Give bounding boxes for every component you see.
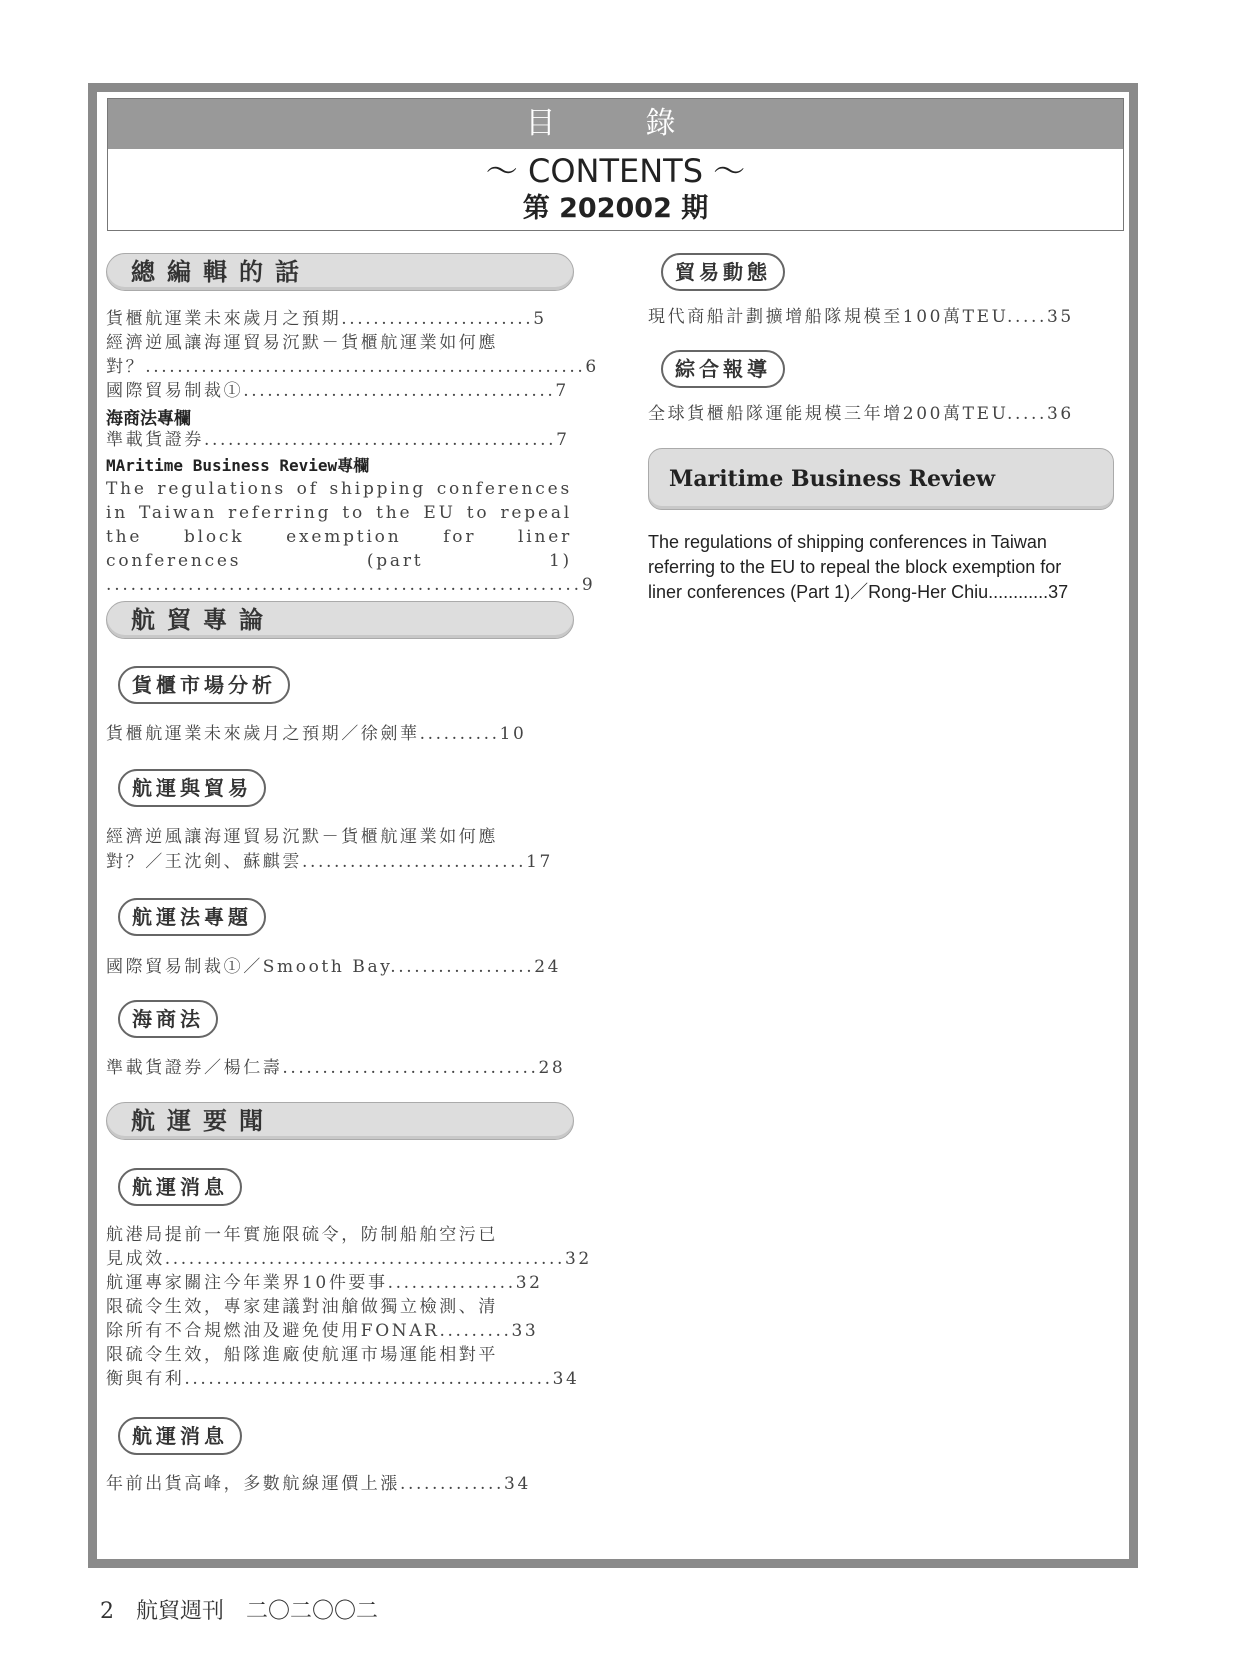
section-maritime-business-review: Maritime Business Review [648,448,1114,510]
category-shipping-law: 航運法專題 [118,898,266,936]
category-maritime-law: 海商法 [118,1000,218,1038]
category-trade-trends: 貿易動態 [661,253,785,291]
toc-entry[interactable]: 準載貨證券............................................7 [106,430,570,450]
category-shipping-trade: 航運與貿易 [118,769,266,807]
section-editor-note: 總編輯的話 [106,253,574,291]
section-commentary: 航貿專論 [106,601,574,639]
contents-title: ～ CONTENTS ～ [485,152,746,190]
toc-entry[interactable]: 準載貨證券／楊仁壽................................28 [106,1058,566,1078]
category-shipping-news: 航運消息 [118,1168,242,1206]
toc-entry[interactable]: 限硫令生效，專家建議對油艙做獨立檢測、清 [106,1297,498,1317]
toc-entry[interactable]: 航運專家關注今年業界10件要事................32 [106,1273,543,1293]
toc-entry[interactable]: 年前出貨高峰，多數航線運價上漲.............34 [106,1474,531,1494]
toc-entry[interactable]: 全球貨櫃船隊運能規模三年增200萬TEU.....36 [648,404,1074,424]
toc-entry-english[interactable]: The regulations of shipping conferences in Taiwan [648,532,1047,552]
contents-header [107,98,1124,231]
toc-title-cn: 目 錄 [108,99,1123,149]
toc-entry[interactable]: 衡與有利..............................................34 [106,1369,580,1389]
toc-entry[interactable]: 對？／王沈剣、蘇麒雲............................17 [106,852,553,872]
category-container-market: 貨櫃市場分析 [118,666,290,704]
category-general-report: 綜合報導 [661,350,785,388]
toc-entry[interactable]: 限硫令生效，船隊進廠使航運市場運能相對平 [106,1345,498,1365]
toc-entry-english[interactable]: liner conferences (Part 1)／Rong-Her Chiu............37 [648,582,1069,602]
toc-entry[interactable]: 除所有不合規燃油及避免使用FONAR.........33 [106,1321,539,1341]
toc-entry[interactable]: 航港局提前一年實施限硫令，防制船舶空污已 [106,1225,498,1245]
toc-entry[interactable]: 國際貿易制裁①.......................................7 [106,381,569,401]
page-footer: 2 航貿週刊 二〇二〇〇二 [100,1599,378,1624]
category-shipping-news-2: 航運消息 [118,1417,242,1455]
toc-entry[interactable]: 對？.......................................................6 [106,357,599,377]
subheading-mbr: MAritime Business Review專欄 [106,456,370,475]
toc-entry-english[interactable]: referring to the EU to repeal the block exemption for [648,557,1062,577]
toc-entry[interactable]: 經濟逆風讓海運貿易沉默－貨櫃航運業如何應 [106,827,498,847]
section-shipping-news: 航運要聞 [106,1102,574,1140]
toc-entry[interactable]: 國際貿易制裁①／Smooth Bay..................24 [106,957,562,977]
toc-entry[interactable]: 貨櫃航運業未來歲月之預期........................5 [106,309,547,329]
toc-entry[interactable]: 貨櫃航運業未來歲月之預期／徐劍華..........10 [106,724,527,744]
toc-entry[interactable]: 見成效..................................................32 [106,1249,592,1269]
subheading-maritime-law: 海商法專欄 [106,409,191,429]
toc-entry[interactable]: 經濟逆風讓海運貿易沉默－貨櫃航運業如何應 [106,333,498,353]
toc-entry[interactable]: 現代商船計劃擴增船隊規模至100萬TEU.....35 [648,307,1074,327]
toc-entry-english[interactable]: The regulations of shipping conferences in Taiwan referring to the EU to repeal the block exemption for liner conferences (part 1) ..........................................................9 [106,479,596,595]
issue-number: 第 202002 期 [522,193,709,224]
